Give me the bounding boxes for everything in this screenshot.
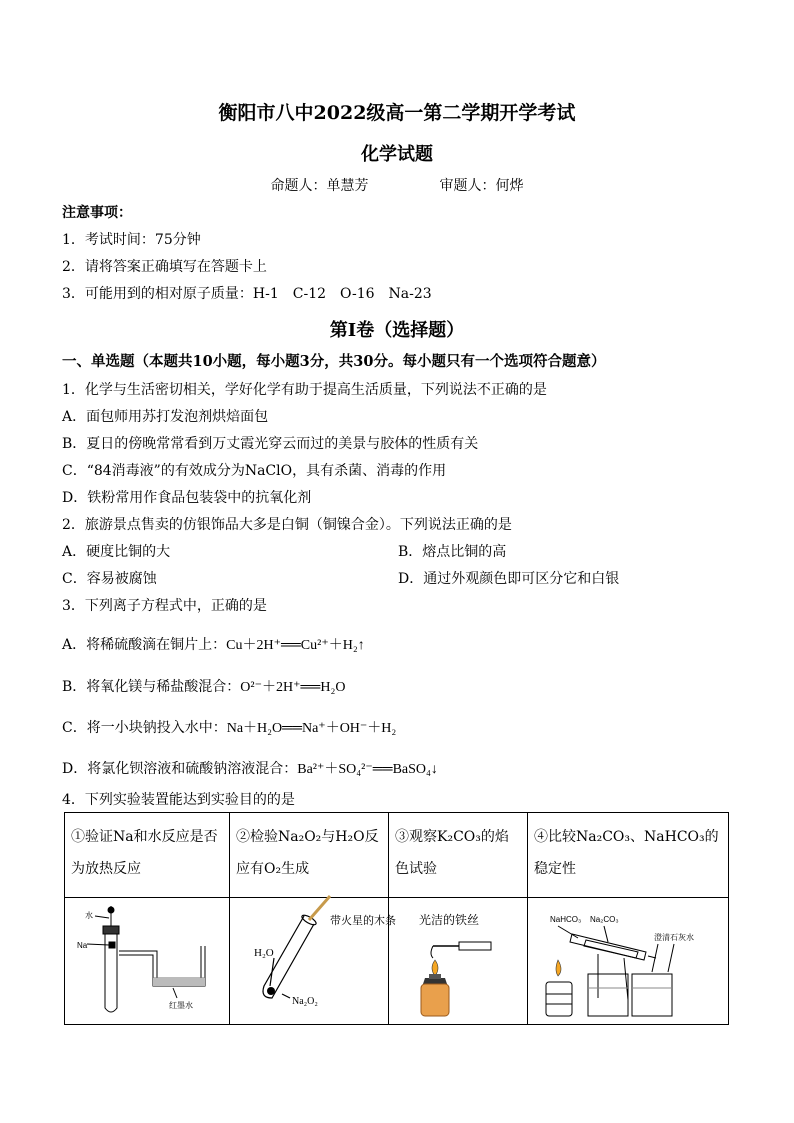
experiment-cell-4: ④比较Na₂CO₃、NaHCO₃的稳定性: [528, 813, 729, 898]
label-na2o2: Na₂O₂: [292, 996, 318, 1007]
apparatus-2-diagram: [230, 898, 396, 1020]
note-item: 2．请将答案正确填写在答题卡上: [62, 259, 267, 275]
label-splint: [330, 913, 396, 927]
section-title: 第Ⅰ卷（选择题）: [329, 320, 465, 341]
label-splint-text: 带火星的木条: [330, 915, 396, 927]
option-prefix: D．将氯化钡溶液和硫酸钠溶液混合：: [62, 761, 298, 777]
note-item: 1．考试时间：75分钟: [62, 232, 201, 248]
question-3-stem: 3．下列离子方程式中，正确的是: [62, 598, 267, 614]
experiment-table: [64, 812, 729, 1025]
ionic-equation: O²⁻＋2H⁺══H₂O: [240, 680, 346, 695]
option-prefix: A．将稀硫酸滴在铜片上：: [62, 637, 227, 653]
ionic-equation: Cu＋2H⁺══Cu²⁺＋H₂↑: [226, 638, 365, 653]
apparatus-2: [230, 898, 396, 1025]
option-prefix: B．将氧化镁与稀盐酸混合：: [62, 679, 241, 695]
ionic-equation: Ba²⁺＋SO₄²⁻══BaSO₄↓: [297, 762, 438, 777]
subject-title: 化学试题: [361, 144, 433, 165]
experiment-cell-2: ②检验Na₂O₂与H₂O反应有O₂生成: [230, 813, 389, 898]
author-label: 命题人：单慧芳: [270, 178, 369, 194]
question-1-option-b: B．夏日的傍晚常常看到万丈霞光穿云而过的美景与胶体的性质有关: [62, 436, 479, 452]
label-na: Na: [77, 941, 88, 950]
experiment-cell-1: ①验证Na和水反应是否为放热反应: [65, 813, 230, 898]
apparatus-3-diagram: [389, 898, 527, 1020]
apparatus-1: [65, 898, 230, 1025]
label-iron-wire: 光洁的铁丝: [419, 913, 480, 927]
question-1-option-a: A．面包师用苏打发泡剂烘焙面包: [62, 409, 269, 425]
experiment-cell-3: ③观察K₂CO₃的焰色试验: [389, 813, 528, 898]
question-3-option-b: [62, 676, 345, 696]
question-3-option-a: [62, 634, 365, 654]
question-2-option-d: D．通过外观颜色即可区分它和白银: [398, 571, 620, 587]
question-2-option-c: C．容易被腐蚀: [62, 571, 157, 587]
option-prefix: C．将一小块钠投入水中：: [62, 720, 227, 736]
section-instruction: 一、单选题（本题共10小题，每小题3分，共30分。每小题只有一个选项符合题意）: [62, 353, 606, 370]
label-h2o: H₂O: [254, 947, 274, 959]
apparatus-3: [389, 898, 528, 1025]
apparatus-4-diagram: [528, 898, 728, 1020]
label-water: 水: [85, 911, 93, 920]
label-nahco3: NaHCO₃: [550, 915, 582, 924]
reviewer-label: 审题人：何烨: [439, 178, 524, 194]
exam-title: 衡阳市八中2022级高一第二学期开学考试: [218, 102, 576, 124]
ionic-equation: Na＋H₂O══Na⁺＋OH⁻＋H₂: [226, 721, 397, 736]
question-3-option-d: [62, 758, 438, 778]
label-red-ink: 红墨水: [169, 1001, 193, 1010]
question-4-stem: 4．下列实验装置能达到实验目的的是: [62, 792, 295, 808]
label-limewater: 澄清石灰水: [654, 933, 694, 942]
question-2-option-b: B．熔点比铜的高: [398, 544, 507, 560]
label-na2co3: Na₂CO₃: [590, 915, 619, 924]
question-1-option-d: D．铁粉常用作食品包装袋中的抗氧化剂: [62, 490, 312, 506]
notes-heading: 注意事项：: [62, 205, 132, 221]
question-1-stem: 1．化学与生活密切相关，学好化学有助于提高生活质量，下列说法不正确的是: [62, 382, 547, 398]
apparatus-1-diagram: [65, 898, 229, 1020]
author-line: [0, 175, 794, 195]
question-3-option-c: [62, 717, 396, 737]
question-2-stem: 2．旅游景点售卖的仿银饰品大多是白铜（铜镍合金）。下列说法正确的是: [62, 517, 512, 533]
apparatus-4: [528, 898, 729, 1025]
question-1-option-c: C．“84消毒液”的有效成分为NaClO，具有杀菌、消毒的作用: [62, 463, 447, 479]
note-item: 3．可能用到的相对原子质量：H-1 C-12 O-16 Na-23: [62, 286, 432, 302]
question-2-option-a: A．硬度比铜的大: [62, 544, 171, 560]
